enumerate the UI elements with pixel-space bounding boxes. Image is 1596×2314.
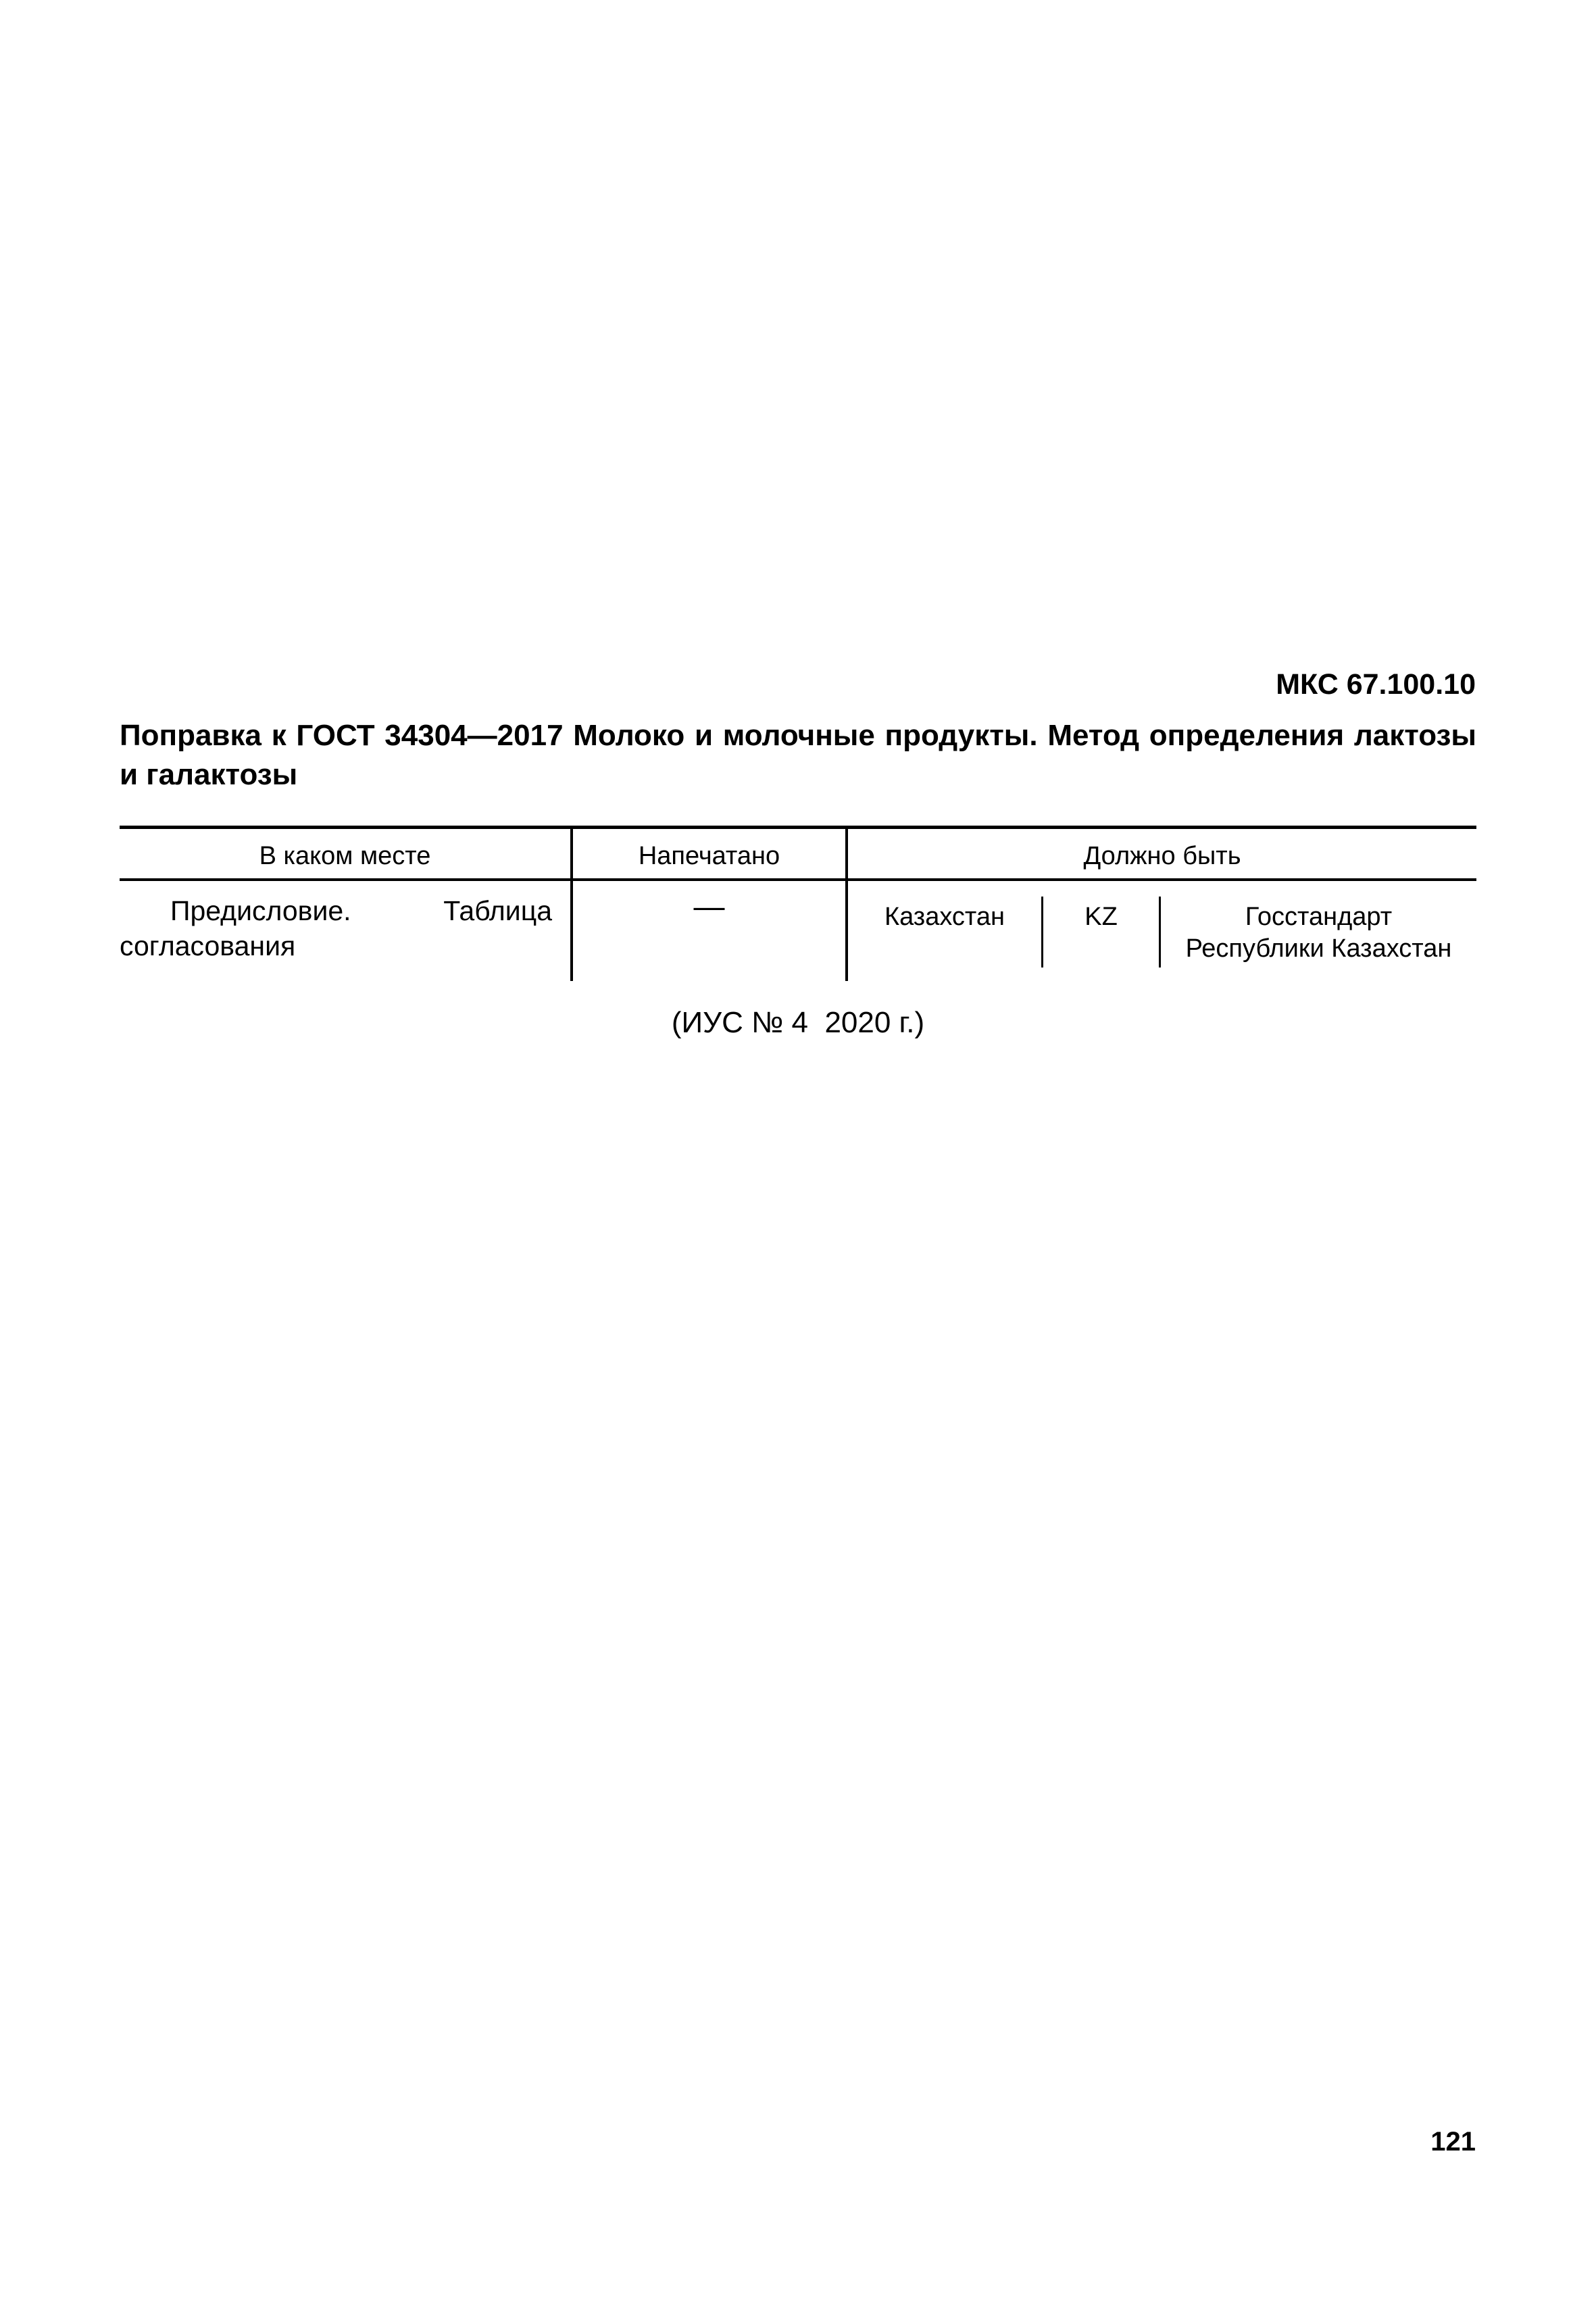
cell-printed: — [693,888,725,924]
column-header-where: В каком месте [259,842,431,870]
organization-line-1: Госстандарт [1245,903,1393,931]
page-number: 121 [1430,2127,1476,2157]
table-header-divider [120,878,1476,881]
source-note: (ИУС № 4 2020 г.) [671,1006,925,1039]
cell-organization [1161,901,1476,965]
organization-line-2: Республики Казахстан [1185,934,1452,963]
column-header-should-be: Должно быть [1083,842,1241,870]
cell-country-code: KZ [1084,903,1118,931]
cell-where: Предисловие. Таблица согласования [120,895,552,961]
classification-code: МКС 67.100.10 [1276,668,1476,701]
cell-country: Казахстан [884,903,1005,931]
document-title: Поправка к ГОСТ 34304—2017 Молоко и молочные продукты. Метод определения лактозы и галактозы [120,719,1476,791]
correction-table [120,826,1476,984]
column-header-printed: Напечатано [638,842,780,870]
